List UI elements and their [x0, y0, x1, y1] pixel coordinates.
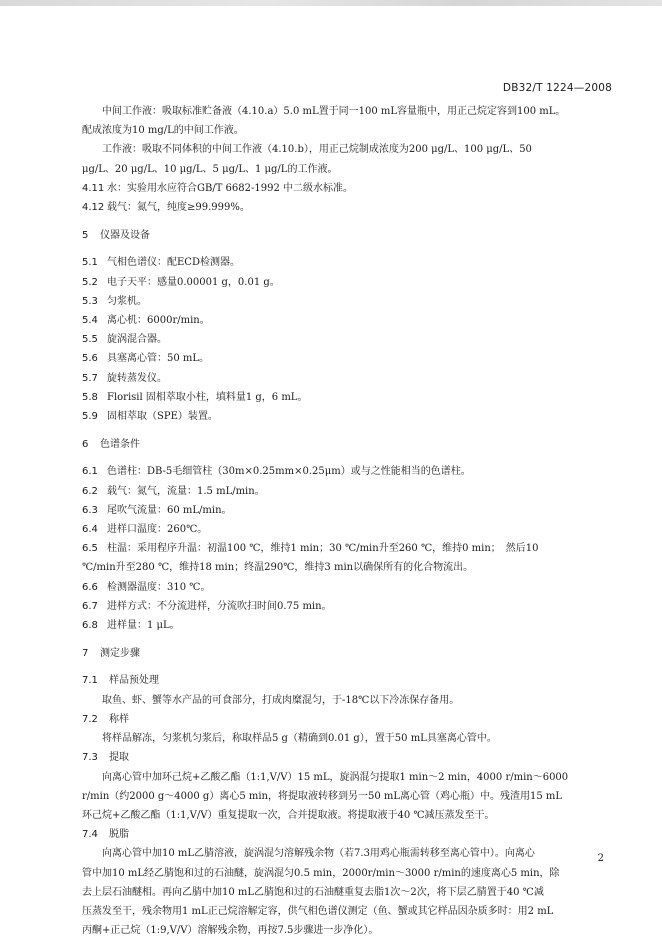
- section-heading-5: [82, 226, 604, 245]
- section-heading-6: [82, 435, 604, 454]
- item-5-7: [82, 369, 604, 388]
- page-number: 2: [597, 853, 604, 864]
- subsection-7-3-heading: [82, 748, 604, 767]
- item-number: 6.7: [82, 600, 98, 612]
- item-text: Florisil 固相萃取小柱，填料量1 g，6 mL。: [107, 391, 308, 403]
- subsection-number: 7.4: [82, 829, 98, 841]
- section-number: 6: [82, 439, 89, 451]
- item-6-5-continuation: ℃/min升至280 ℃，维持18 min；终温290℃，维持3 min以确保所有的化合物流出。: [82, 562, 474, 574]
- intermediate-solution-line-1: 中间工作液：吸取标准贮备液（4.10.a）5.0 mL置于同一100 mL容量瓶中，用正己烷定容到100 mL。: [102, 106, 566, 117]
- subsection-number: 7.3: [82, 752, 98, 764]
- item-5-2: [82, 273, 604, 292]
- item-5-3: [82, 292, 604, 311]
- section-title: 测定步骤: [100, 648, 140, 660]
- item-text: 载气：氮气，流量：1.5 mL/min。: [107, 485, 265, 497]
- item-4-12: [82, 198, 604, 217]
- subsection-title: 称样: [109, 713, 129, 725]
- subsection-7-4-line: 向离心管中加10 mL乙腈溶液，旋涡混匀溶解残余物（若7.3用鸡心瓶需转移至离心管中）。向离心: [102, 848, 535, 860]
- section-number: 7: [82, 648, 89, 660]
- item-text: 尾吹气流量：60 mL/min。: [107, 504, 232, 516]
- subsection-7-4-line: 管中加10 mL经乙腈饱和过的石油醚，旋涡混匀0.5 min，2000r/min～3000 r/min的速度离心5 min，除: [82, 867, 560, 879]
- item-number: 6.8: [82, 620, 98, 632]
- item-5-4: [82, 311, 604, 330]
- item-number: 5.9: [82, 411, 98, 423]
- item-number: 6.6: [82, 581, 98, 593]
- item-5-8: [82, 388, 604, 407]
- subsection-7-1-text: 取鱼、虾、蟹等水产品的可食部分，打成肉糜混匀，于-18℃以下冷冻保存备用。: [102, 694, 460, 706]
- subsection-7-3-line: 环己烷+乙酸乙酯（1:1,V/V）重复提取一次，合并提取液。将提取液于40 ℃减压蒸发至干。: [82, 809, 495, 821]
- subsection-number: 7.1: [82, 675, 98, 687]
- section-title: 仪器及设备: [100, 230, 150, 242]
- item-text: 具塞离心管：50 mL。: [107, 353, 210, 365]
- item-number: 5.7: [82, 372, 98, 384]
- item-6-4: [82, 520, 604, 539]
- subsection-number: 7.2: [82, 713, 98, 725]
- subsection-title: 样品预处理: [109, 675, 159, 687]
- section-number: 5: [82, 230, 89, 242]
- item-text: 色谱柱：DB-5毛细管柱（30m×0.25mm×0.25μm）或与之性能相当的色谱柱。: [107, 466, 471, 478]
- item-number: 6.2: [82, 485, 98, 497]
- item-number: 5.2: [82, 276, 98, 288]
- section-title: 色谱条件: [100, 439, 140, 451]
- item-number: 6.5: [82, 543, 98, 555]
- item-6-6: [82, 578, 604, 597]
- item-number: 6.1: [82, 466, 98, 478]
- subsection-title: 脱脂: [109, 829, 129, 841]
- item-text: 气相色谱仪：配ECD检测器。: [107, 257, 240, 269]
- item-number: 4.12: [82, 202, 105, 214]
- subsection-7-4-line: 丙酮+正己烷（1:9,V/V）溶解残余物，再按7.5步骤进一步净化）。: [82, 925, 379, 937]
- item-text: 柱温：采用程序升温：初温100 ℃，维持1 min；30 ℃/min升至260 ℃，维持0 min； 然后10: [107, 543, 539, 555]
- intermediate-solution-line-2: 配成浓度为10 mg/L的中间工作液。: [82, 125, 244, 137]
- item-6-7: [82, 597, 604, 616]
- item-text: 离心机：6000r/min。: [107, 315, 210, 327]
- item-text: 旋转蒸发仪。: [107, 372, 167, 384]
- item-text: 载气：氮气，纯度≥99.999%。: [107, 202, 250, 214]
- subsection-7-4-line: 去上层石油醚相。再向乙腈中加10 mL乙腈饱和过的石油醚重复去脂1次～2次，将下层乙腈置于40 ℃减: [82, 886, 544, 898]
- item-number: 4.11: [82, 182, 105, 194]
- item-number: 5.8: [82, 391, 98, 403]
- item-6-3: [82, 501, 604, 520]
- item-text: 检测器温度：310 ℃。: [107, 581, 211, 593]
- item-number: 6.3: [82, 504, 98, 516]
- working-solution-line-2: μg/L、20 μg/L、10 μg/L、5 μg/L、1 μg/L的工作液。: [82, 163, 338, 175]
- item-6-1: [82, 462, 604, 481]
- section-heading-7: [82, 644, 604, 663]
- item-text: 进样口温度：260℃。: [107, 524, 208, 536]
- subsection-7-2-heading: [82, 710, 604, 729]
- subsection-7-2-text: 将样品解冻，匀浆机匀浆后，称取样品5 g（精确到0.01 g），置于50 mL具塞离心管中。: [102, 733, 497, 745]
- item-text: 进样量：1 μL。: [107, 620, 180, 632]
- item-number: 5.1: [82, 257, 98, 269]
- item-5-1: [82, 253, 604, 272]
- item-number: 5.3: [82, 295, 98, 307]
- item-number: 5.5: [82, 334, 98, 346]
- item-number: 6.4: [82, 524, 98, 536]
- document-number: DB32/T 1224—2008: [502, 82, 612, 94]
- subsection-7-4-line: 压蒸发至干，残余物用1 mL正己烷溶解定容，供气相色谱仪测定（鱼、蟹或其它样品因杂质多时：用2 mL: [82, 905, 554, 917]
- item-number: 5.4: [82, 315, 98, 327]
- subsection-7-3-line: 向离心管中加环己烷+乙酸乙酯（1:1,V/V）15 mL，旋涡混匀提取1 min～2 min，4000 r/min～6000: [102, 771, 569, 783]
- item-text: 旋涡混合器。: [107, 334, 167, 346]
- item-text: 水：实验用水应符合GB/T 6682-1992 中二级水标准。: [107, 182, 354, 194]
- subsection-7-1-heading: [82, 671, 604, 690]
- item-text: 固相萃取（SPE）装置。: [107, 411, 218, 423]
- item-4-11: [82, 179, 604, 198]
- top-scan-strip: [0, 0, 662, 6]
- item-number: 5.6: [82, 353, 98, 365]
- item-6-2: [82, 482, 604, 501]
- item-6-5: [82, 539, 604, 558]
- item-text: 进样方式：不分流进样，分流吹扫时间0.75 min。: [107, 600, 332, 612]
- subsection-title: 提取: [109, 752, 129, 764]
- working-solution-line-1: 工作液：吸取不同体积的中间工作液（4.10.b），用正己烷制成浓度为200 μg/L、100 μg/L、50: [102, 144, 532, 156]
- subsection-7-3-line: r/min（约2000 g～4000 g）离心5 min，将提取液转移到另一50 mL离心管（鸡心瓶）中。残渣用15 mL: [82, 790, 563, 802]
- item-6-8: [82, 616, 604, 635]
- item-text: 匀浆机。: [107, 295, 147, 307]
- subsection-7-4-heading: [82, 825, 604, 844]
- item-5-5: [82, 330, 604, 349]
- item-text: 电子天平：感量0.00001 g，0.01 g。: [107, 276, 280, 288]
- item-5-6: [82, 349, 604, 368]
- document-body: [82, 102, 604, 940]
- item-5-9: [82, 407, 604, 426]
